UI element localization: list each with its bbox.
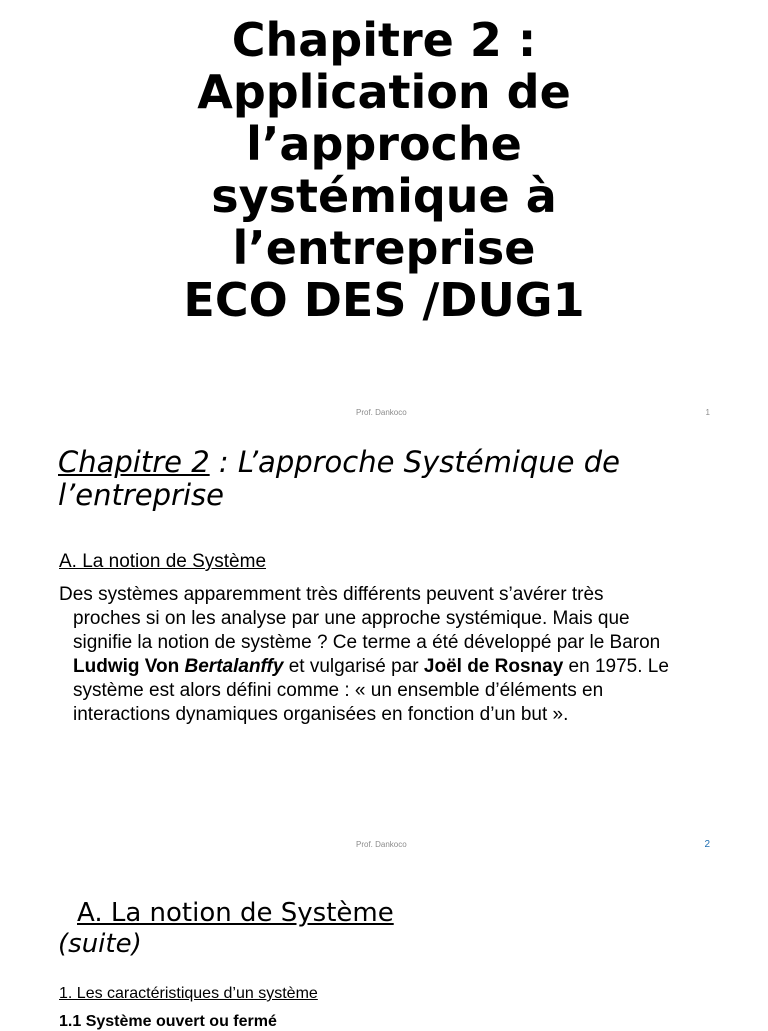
name-rosnay: Joël de Rosnay [423,656,564,677]
para-line: Des systèmes apparemment très différents peuvent s’avérer très [59,584,604,605]
body-paragraph [59,583,719,727]
title-line: A. La notion de Système [77,898,394,928]
page-number: 1 [705,408,710,417]
name-ludwig: Ludwig Von [73,656,185,677]
slide-2-footer [0,840,768,854]
title-line: l’entreprise [232,221,536,275]
para-line: signifie la notion de système ? Ce terme a été développé par le Baron [73,632,661,653]
title-chapter: Chapitre 2 [58,445,210,479]
slide-1-title [0,14,768,326]
title-line: Chapitre 2 : [231,13,537,67]
title-line: l’approche [246,117,522,171]
footer-author: Prof. Dankoco [356,840,407,849]
para-line: proches si on les analyse par une approche systémique. Mais que [73,608,630,629]
title-line: ECO DES /DUG1 [183,273,585,327]
slide-3-title [58,898,718,960]
slide-1 [0,0,768,430]
title-line: Application de [197,65,571,119]
para-line [59,655,719,679]
title-line: systémique à [211,169,557,223]
title-line: (suite) [58,929,142,959]
title-rest: : L’approche Systémique de l’entreprise [58,445,620,512]
page-number: 2 [704,839,710,850]
name-bertalanffy: Bertalanffy [184,656,284,677]
subsection-heading: 1.1 Système ouvert ou fermé [59,1013,277,1030]
slide-2-title [58,446,718,512]
para-line: interactions dynamiques organisées en fonction d’un but ». [73,704,569,725]
footer-author: Prof. Dankoco [356,408,407,417]
section-heading: A. La notion de Système [59,551,267,572]
slide-1-footer [0,408,768,422]
para-text: en 1975. Le [563,656,669,677]
para-text: et vulgarisé par [283,656,424,677]
section-heading: 1. Les caractéristiques d’un système [59,985,318,1002]
para-line: système est alors défini comme : « un ensemble d’éléments en [73,680,604,701]
